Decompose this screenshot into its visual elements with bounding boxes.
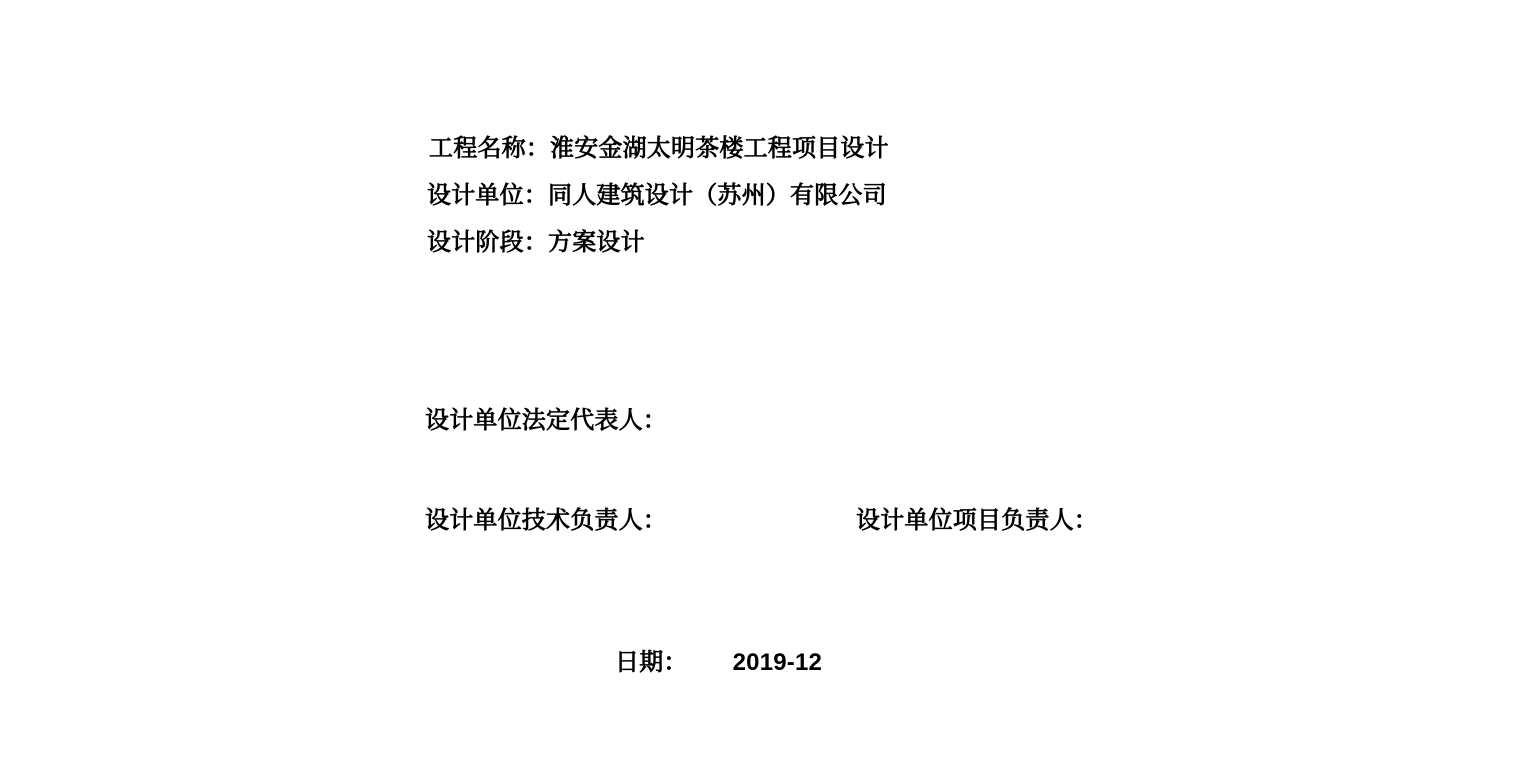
design-unit-value: 同人建筑设计（苏州）有限公司 xyxy=(548,182,887,209)
project-name-value: 淮安金湖太明茶楼工程项目设计 xyxy=(550,135,889,162)
design-stage-line xyxy=(427,231,645,255)
project-director-label: 设计单位项目负责人： xyxy=(856,507,1098,534)
legal-representative-line xyxy=(425,409,667,433)
date-line xyxy=(615,651,822,675)
project-name-label: 工程名称： xyxy=(429,135,550,162)
date-label: 日期： xyxy=(615,649,688,676)
design-stage-label: 设计阶段： xyxy=(427,229,548,256)
design-unit-line xyxy=(427,184,887,208)
project-director-line xyxy=(856,509,1098,533)
project-name-line xyxy=(429,137,889,161)
design-unit-label: 设计单位： xyxy=(427,182,548,209)
technical-director-line xyxy=(425,509,667,533)
design-stage-value: 方案设计 xyxy=(548,229,645,256)
legal-representative-label: 设计单位法定代表人： xyxy=(425,407,667,434)
date-value: 2019-12 xyxy=(732,649,823,676)
technical-director-label: 设计单位技术负责人： xyxy=(425,507,667,534)
